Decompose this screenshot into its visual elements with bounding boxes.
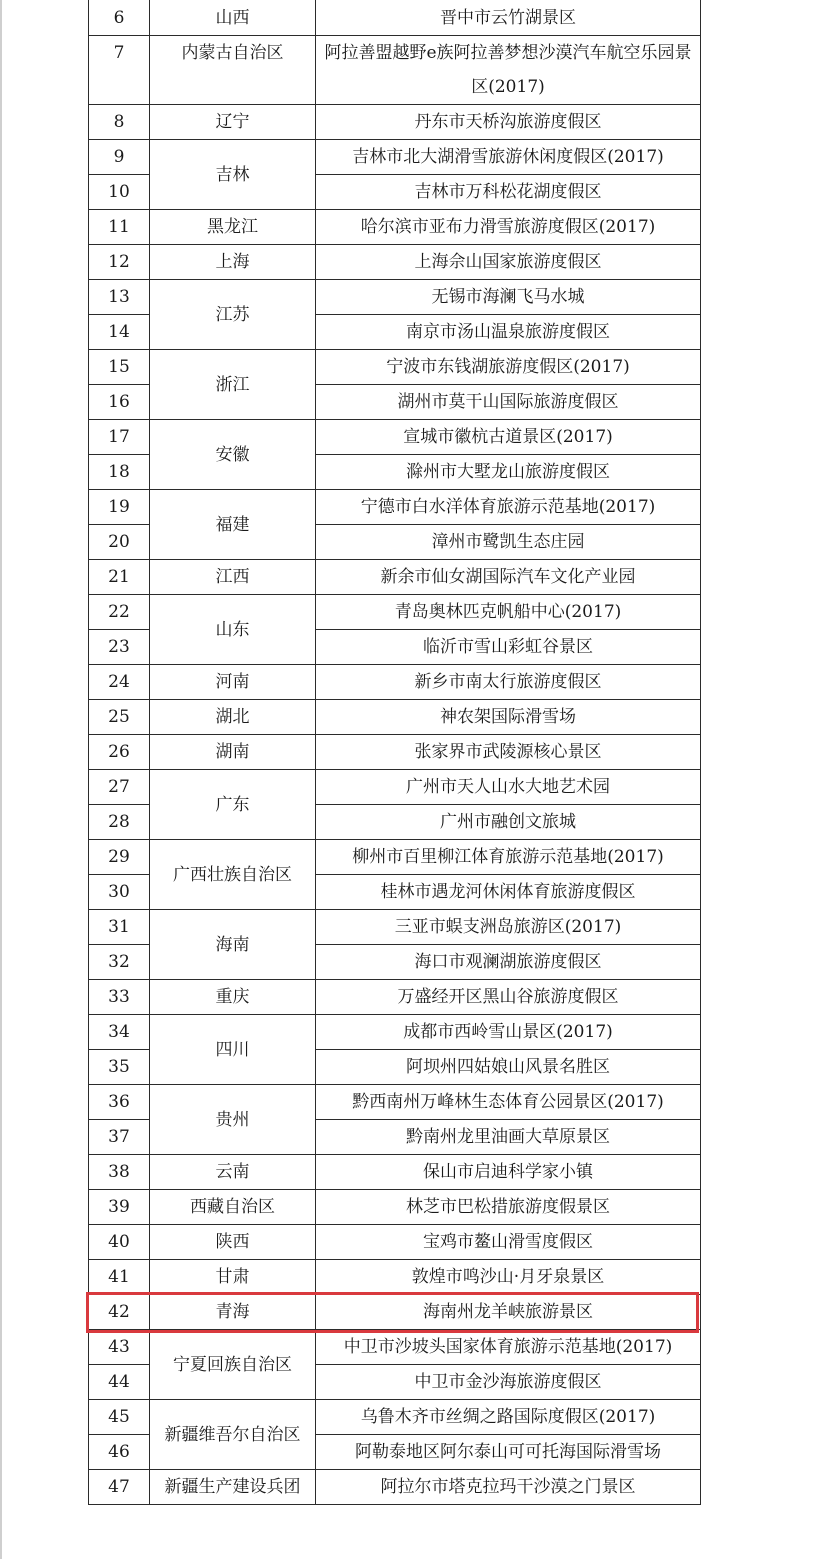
row-number: 36 — [89, 1085, 150, 1120]
row-number: 46 — [89, 1435, 150, 1470]
province-cell: 海南 — [150, 910, 316, 980]
table-row — [89, 1225, 701, 1260]
province-cell: 福建 — [150, 490, 316, 560]
row-number: 33 — [89, 980, 150, 1015]
row-number: 28 — [89, 805, 150, 840]
scenic-name-cell: 保山市启迪科学家小镇 — [316, 1155, 701, 1190]
scenic-name-cell: 晋中市云竹湖景区 — [316, 0, 701, 36]
scenic-name-cell: 成都市西岭雪山景区(2017) — [316, 1015, 701, 1050]
scenic-name-cell: 宁波市东钱湖旅游度假区(2017) — [316, 350, 701, 385]
row-number: 17 — [89, 420, 150, 455]
row-number: 45 — [89, 1400, 150, 1435]
table-row — [89, 36, 701, 105]
table-row — [89, 1015, 701, 1050]
table-row-highlighted — [89, 1295, 701, 1330]
province-cell: 湖南 — [150, 735, 316, 770]
scenic-name-cell: 张家界市武陵源核心景区 — [316, 735, 701, 770]
row-number: 30 — [89, 875, 150, 910]
row-number: 24 — [89, 665, 150, 700]
province-cell: 贵州 — [150, 1085, 316, 1155]
row-number: 26 — [89, 735, 150, 770]
province-cell: 安徽 — [150, 420, 316, 490]
table-row — [89, 700, 701, 735]
province-cell: 宁夏回族自治区 — [150, 1330, 316, 1400]
table-row — [89, 1155, 701, 1190]
scenic-name-cell: 乌鲁木齐市丝绸之路国际度假区(2017) — [316, 1400, 701, 1435]
scenic-name-cell: 黔西南州万峰林生态体育公园景区(2017) — [316, 1085, 701, 1120]
row-number: 23 — [89, 630, 150, 665]
row-number: 29 — [89, 840, 150, 875]
row-number: 32 — [89, 945, 150, 980]
scenic-name-cell: 新余市仙女湖国际汽车文化产业园 — [316, 560, 701, 595]
table-row — [89, 420, 701, 455]
province-cell: 湖北 — [150, 700, 316, 735]
province-cell: 吉林 — [150, 140, 316, 210]
scenic-name-cell: 宣城市徽杭古道景区(2017) — [316, 420, 701, 455]
scenic-name-cell: 林芝市巴松措旅游度假景区 — [316, 1190, 701, 1225]
scenic-name-cell: 宝鸡市鳌山滑雪度假区 — [316, 1225, 701, 1260]
table-row — [89, 1085, 701, 1120]
table-row — [89, 140, 701, 175]
table-row — [89, 245, 701, 280]
row-number: 35 — [89, 1050, 150, 1085]
province-cell: 广东 — [150, 770, 316, 840]
row-number: 12 — [89, 245, 150, 280]
province-cell: 山西 — [150, 0, 316, 36]
scenic-name-cell: 桂林市遇龙河休闲体育旅游度假区 — [316, 875, 701, 910]
province-cell: 浙江 — [150, 350, 316, 420]
scenic-name-cell: 阿勒泰地区阿尔泰山可可托海国际滑雪场 — [316, 1435, 701, 1470]
scenic-name-cell: 吉林市万科松花湖度假区 — [316, 175, 701, 210]
row-number: 15 — [89, 350, 150, 385]
row-number: 16 — [89, 385, 150, 420]
scenic-name-cell: 无锡市海澜飞马水城 — [316, 280, 701, 315]
province-cell: 广西壮族自治区 — [150, 840, 316, 910]
scenic-name-cell: 临沂市雪山彩虹谷景区 — [316, 630, 701, 665]
province-cell: 新疆生产建设兵团 — [150, 1470, 316, 1505]
scenic-name-cell: 丹东市天桥沟旅游度假区 — [316, 105, 701, 140]
row-number: 38 — [89, 1155, 150, 1190]
row-number: 13 — [89, 280, 150, 315]
scenic-name-cell: 海南州龙羊峡旅游景区 — [316, 1295, 701, 1330]
scenic-name-cell: 湖州市莫干山国际旅游度假区 — [316, 385, 701, 420]
province-cell: 上海 — [150, 245, 316, 280]
table-row — [89, 210, 701, 245]
scenic-name-cell: 柳州市百里柳江体育旅游示范基地(2017) — [316, 840, 701, 875]
scenic-name-cell: 阿拉尔市塔克拉玛干沙漠之门景区 — [316, 1470, 701, 1505]
row-number: 43 — [89, 1330, 150, 1365]
scenic-name-cell: 广州市融创文旅城 — [316, 805, 701, 840]
scenic-name-cell: 黔南州龙里油画大草原景区 — [316, 1120, 701, 1155]
row-number: 9 — [89, 140, 150, 175]
row-number: 20 — [89, 525, 150, 560]
scenic-name-cell: 中卫市金沙海旅游度假区 — [316, 1365, 701, 1400]
province-cell: 青海 — [150, 1295, 316, 1330]
table-row — [89, 560, 701, 595]
row-number: 39 — [89, 1190, 150, 1225]
province-cell: 西藏自治区 — [150, 1190, 316, 1225]
province-cell: 江西 — [150, 560, 316, 595]
province-cell: 陕西 — [150, 1225, 316, 1260]
scenic-name-cell: 宁德市白水洋体育旅游示范基地(2017) — [316, 490, 701, 525]
province-cell: 辽宁 — [150, 105, 316, 140]
row-number: 25 — [89, 700, 150, 735]
row-number: 31 — [89, 910, 150, 945]
province-cell: 江苏 — [150, 280, 316, 350]
province-cell: 四川 — [150, 1015, 316, 1085]
scenic-name-cell: 哈尔滨市亚布力滑雪旅游度假区(2017) — [316, 210, 701, 245]
province-cell: 黑龙江 — [150, 210, 316, 245]
row-number: 10 — [89, 175, 150, 210]
row-number: 7 — [89, 36, 150, 105]
province-cell: 甘肃 — [150, 1260, 316, 1295]
scenic-name-cell: 阿坝州四姑娘山风景名胜区 — [316, 1050, 701, 1085]
scenic-name-cell: 漳州市鹭凯生态庄园 — [316, 525, 701, 560]
province-cell: 新疆维吾尔自治区 — [150, 1400, 316, 1470]
table-row — [89, 350, 701, 385]
scenic-name-cell: 敦煌市鸣沙山·月牙泉景区 — [316, 1260, 701, 1295]
table-row — [89, 665, 701, 700]
row-number: 37 — [89, 1120, 150, 1155]
scenic-name-cell: 上海佘山国家旅游度假区 — [316, 245, 701, 280]
table-row — [89, 105, 701, 140]
scenic-name-cell: 吉林市北大湖滑雪旅游休闲度假区(2017) — [316, 140, 701, 175]
scenic-name-cell: 阿拉善盟越野e族阿拉善梦想沙漠汽车航空乐园景区(2017) — [316, 36, 701, 105]
table-row — [89, 0, 701, 36]
row-number: 42 — [89, 1295, 150, 1330]
table-row — [89, 280, 701, 315]
scenic-area-table — [88, 0, 701, 1505]
row-number: 41 — [89, 1260, 150, 1295]
table-row — [89, 840, 701, 875]
table-row — [89, 735, 701, 770]
row-number: 22 — [89, 595, 150, 630]
scenic-name-cell: 广州市天人山水大地艺术园 — [316, 770, 701, 805]
province-cell: 云南 — [150, 1155, 316, 1190]
row-number: 18 — [89, 455, 150, 490]
scenic-name-cell: 神农架国际滑雪场 — [316, 700, 701, 735]
table-row — [89, 1470, 701, 1505]
row-number: 14 — [89, 315, 150, 350]
row-number: 40 — [89, 1225, 150, 1260]
row-number: 27 — [89, 770, 150, 805]
province-cell: 重庆 — [150, 980, 316, 1015]
scenic-name-cell: 海口市观澜湖旅游度假区 — [316, 945, 701, 980]
table-row — [89, 1330, 701, 1365]
row-number: 11 — [89, 210, 150, 245]
scenic-name-cell: 南京市汤山温泉旅游度假区 — [316, 315, 701, 350]
scenic-name-cell: 三亚市蜈支洲岛旅游区(2017) — [316, 910, 701, 945]
table-row — [89, 1400, 701, 1435]
table-row — [89, 595, 701, 630]
scenic-name-cell: 新乡市南太行旅游度假区 — [316, 665, 701, 700]
row-number: 6 — [89, 0, 150, 36]
row-number: 44 — [89, 1365, 150, 1400]
scenic-name-cell: 青岛奥林匹克帆船中心(2017) — [316, 595, 701, 630]
row-number: 21 — [89, 560, 150, 595]
table-row — [89, 770, 701, 805]
scenic-name-cell: 万盛经开区黑山谷旅游度假区 — [316, 980, 701, 1015]
province-cell: 山东 — [150, 595, 316, 665]
scenic-name-cell: 滁州市大墅龙山旅游度假区 — [316, 455, 701, 490]
table-row — [89, 490, 701, 525]
table-row — [89, 1190, 701, 1225]
row-number: 8 — [89, 105, 150, 140]
row-number: 34 — [89, 1015, 150, 1050]
province-cell: 内蒙古自治区 — [150, 36, 316, 105]
table-row — [89, 1260, 701, 1295]
table-row — [89, 980, 701, 1015]
row-number: 47 — [89, 1470, 150, 1505]
page-left-edge — [0, 0, 2, 1559]
scenic-name-cell: 中卫市沙坡头国家体育旅游示范基地(2017) — [316, 1330, 701, 1365]
table-row — [89, 910, 701, 945]
province-cell: 河南 — [150, 665, 316, 700]
row-number: 19 — [89, 490, 150, 525]
